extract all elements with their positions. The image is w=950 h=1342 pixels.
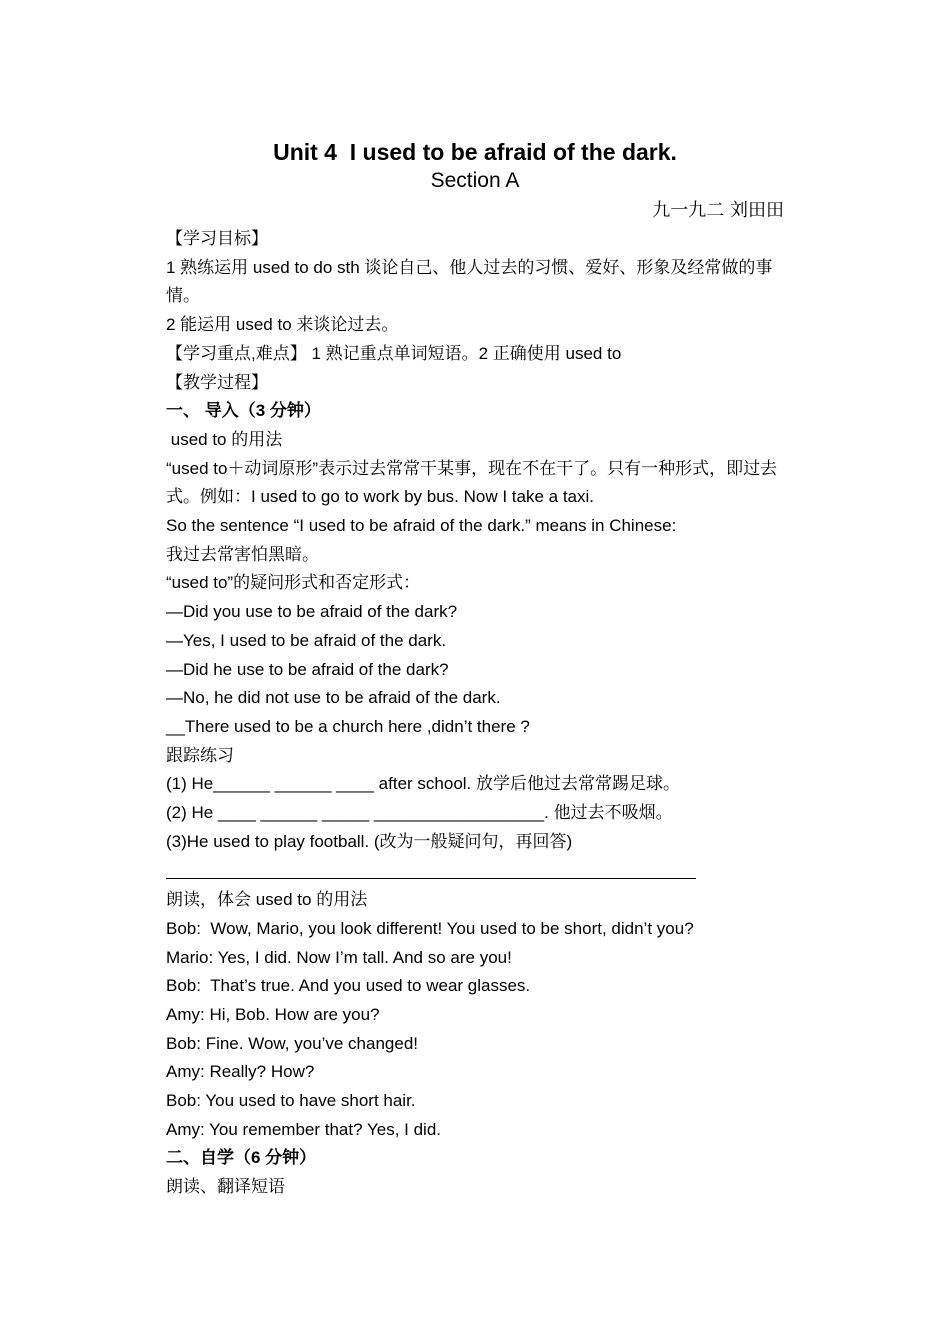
usage-explanation: “used to＋动词原形”表示过去常常干某事，现在不在干了。只有一种形式，即过去式。例如：I used to go to work by bus. Now I take a taxi. xyxy=(166,458,778,507)
exercise-2: (2) He ____ ______ _____ __________________. 他过去不吸烟。 xyxy=(166,803,673,823)
conversation-line: Bob: You used to have short hair. xyxy=(166,1091,416,1111)
heading-process: 【教学过程】 xyxy=(166,372,268,392)
self-study-task: 朗读、翻译短语 xyxy=(166,1177,285,1197)
conversation-line: Bob: Fine. Wow, you’ve changed! xyxy=(166,1033,419,1053)
conversation-line: Mario: Yes, I did. Now I’m tall. And so are you! xyxy=(166,947,512,967)
section-subtitle: Section A xyxy=(430,169,520,192)
key-points: 【学习重点,难点】 1 熟记重点单词短语。2 正确使用 used to xyxy=(166,343,622,363)
practice-heading: 跟踪练习 xyxy=(166,745,234,765)
conversation-line: Bob: Wow, Mario, you look different! You used to be short, didn’t you? xyxy=(166,918,694,938)
reading-heading: 朗读，体会 used to 的用法 xyxy=(166,890,368,910)
document-body xyxy=(166,225,788,1202)
dialogue-line: —Did you use to be afraid of the dark? xyxy=(166,602,458,622)
heading-intro: 一、 导入（3 分钟） xyxy=(166,401,321,421)
heading-objectives: 【学习目标】 xyxy=(166,229,268,248)
conversation-line: Amy: Hi, Bob. How are you? xyxy=(166,1004,380,1024)
question-negative-forms: “used to”的疑问形式和否定形式： xyxy=(166,573,421,593)
dialogue-line: —No, he did not use to be afraid of the dark. xyxy=(166,688,501,708)
answer-blank-line xyxy=(166,856,696,879)
sentence-meaning: So the sentence “I used to be afraid of the dark.” means in Chinese: xyxy=(166,516,677,536)
conversation-line: Amy: Really? How? xyxy=(166,1062,315,1082)
dialogue-line: __There used to be a church here ,didn’t there ? xyxy=(166,716,530,736)
page-title: Unit 4 I used to be afraid of the dark. xyxy=(273,139,677,165)
author-line: 九一九二 刘田田 xyxy=(652,200,784,221)
exercise-3: (3)He used to play football. (改为一般疑问句，再回答) xyxy=(166,831,573,851)
heading-self-study: 二、自学（6 分钟） xyxy=(166,1148,317,1168)
conversation-line: Amy: You remember that? Yes, I did. xyxy=(166,1119,441,1139)
conversation-line: Bob: That’s true. And you used to wear glasses. xyxy=(166,976,531,996)
dialogue-line: —Did he use to be afraid of the dark? xyxy=(166,659,449,679)
objective-2: 2 能运用 used to 来谈论过去。 xyxy=(166,315,399,335)
usage-heading: used to 的用法 xyxy=(166,429,283,449)
objective-1: 1 熟练运用 used to do sth 谈论自己、他人过去的习惯、爱好、形象及经常做的事情。 xyxy=(166,257,773,306)
chinese-translation: 我过去常害怕黑暗。 xyxy=(166,544,319,564)
dialogue-line: —Yes, I used to be afraid of the dark. xyxy=(166,630,447,650)
exercise-1: (1) He______ ______ ____ after school. 放学后他过去常常踢足球。 xyxy=(166,774,681,794)
